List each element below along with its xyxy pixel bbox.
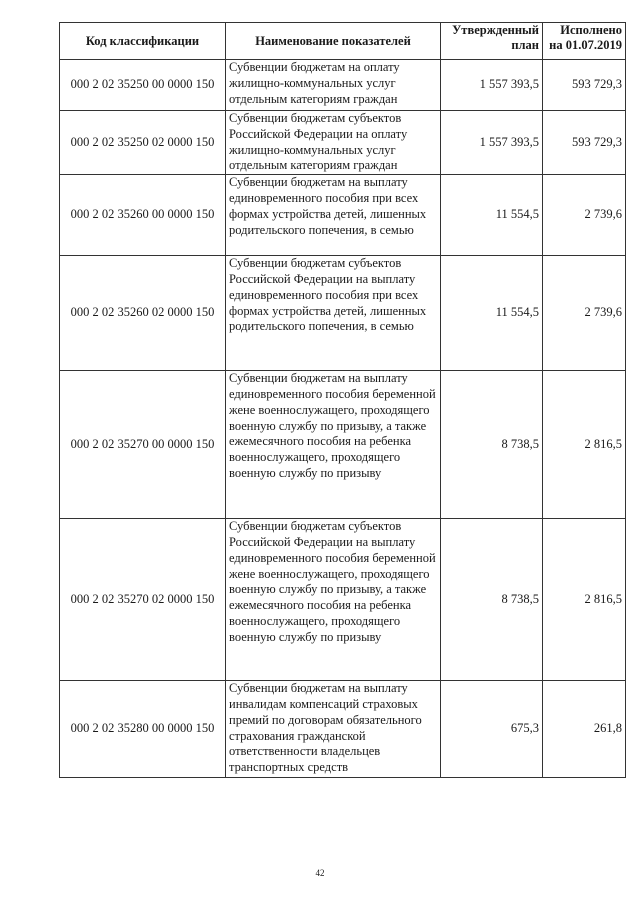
indicator-name: Субвенции бюджетам на выплату инвалидам компенсаций страховых премий по договорам обязательного страхования гражданской ответственности владельцев транспортных средств xyxy=(226,681,441,778)
classification-code: 000 2 02 35250 02 0000 150 xyxy=(60,111,226,175)
table-row xyxy=(60,681,626,778)
approved-plan: 8 738,5 xyxy=(441,371,543,519)
classification-code: 000 2 02 35260 02 0000 150 xyxy=(60,256,226,371)
executed-amount: 2 816,5 xyxy=(543,371,626,519)
header-plan-text: Утвержденный план xyxy=(452,23,539,52)
executed-amount: 593 729,3 xyxy=(543,111,626,175)
header-row xyxy=(60,23,626,60)
header-code: Код классификации xyxy=(60,23,226,60)
approved-plan: 675,3 xyxy=(441,681,543,778)
indicator-name: Субвенции бюджетам на выплату единовременного пособия при всех формах устройства детей, лишенных родительского попечения, в семью xyxy=(226,175,441,256)
table-row xyxy=(60,519,626,681)
indicator-name: Субвенции бюджетам субъектов Российской Федерации на оплату жилищно-коммунальных услуг отдельным категориям граждан xyxy=(226,111,441,175)
indicator-name: Субвенции бюджетам на выплату единовременного пособия беременной жене военнослужащего, проходящего военную службу по призыву, а также ежемесячного пособия на ребенка военнослужащего, проходящего военную службу по призыву xyxy=(226,371,441,519)
header-plan xyxy=(441,23,543,60)
table-row xyxy=(60,371,626,519)
budget-table xyxy=(59,22,626,778)
approved-plan: 11 554,5 xyxy=(441,256,543,371)
classification-code: 000 2 02 35270 02 0000 150 xyxy=(60,519,226,681)
indicator-name: Субвенции бюджетам субъектов Российской Федерации на выплату единовременного пособия при всех формах устройства детей, лишенных родительского попечения, в семью xyxy=(226,256,441,371)
approved-plan: 8 738,5 xyxy=(441,519,543,681)
page-number: 42 xyxy=(315,868,325,878)
classification-code: 000 2 02 35250 00 0000 150 xyxy=(60,60,226,111)
table-row xyxy=(60,111,626,175)
executed-amount: 261,8 xyxy=(543,681,626,778)
approved-plan: 11 554,5 xyxy=(441,175,543,256)
header-done xyxy=(543,23,626,60)
executed-amount: 2 739,6 xyxy=(543,175,626,256)
table-row xyxy=(60,60,626,111)
classification-code: 000 2 02 35270 00 0000 150 xyxy=(60,371,226,519)
executed-amount: 593 729,3 xyxy=(543,60,626,111)
executed-amount: 2 739,6 xyxy=(543,256,626,371)
approved-plan: 1 557 393,5 xyxy=(441,111,543,175)
indicator-name: Субвенции бюджетам на оплату жилищно-коммунальных услуг отдельным категориям граждан xyxy=(226,60,441,111)
header-done-text: Исполнено на 01.07.2019 xyxy=(549,23,622,52)
header-name: Наименование показателей xyxy=(226,23,441,60)
approved-plan: 1 557 393,5 xyxy=(441,60,543,111)
executed-amount: 2 816,5 xyxy=(543,519,626,681)
indicator-name: Субвенции бюджетам субъектов Российской Федерации на выплату единовременного пособия беременной жене военнослужащего, проходящего военную службу по призыву, а также ежемесячного пособия на ребенка военнослужащего, проходящего военную службу по призыву xyxy=(226,519,441,681)
classification-code: 000 2 02 35260 00 0000 150 xyxy=(60,175,226,256)
table-row xyxy=(60,175,626,256)
classification-code: 000 2 02 35280 00 0000 150 xyxy=(60,681,226,778)
table-row xyxy=(60,256,626,371)
